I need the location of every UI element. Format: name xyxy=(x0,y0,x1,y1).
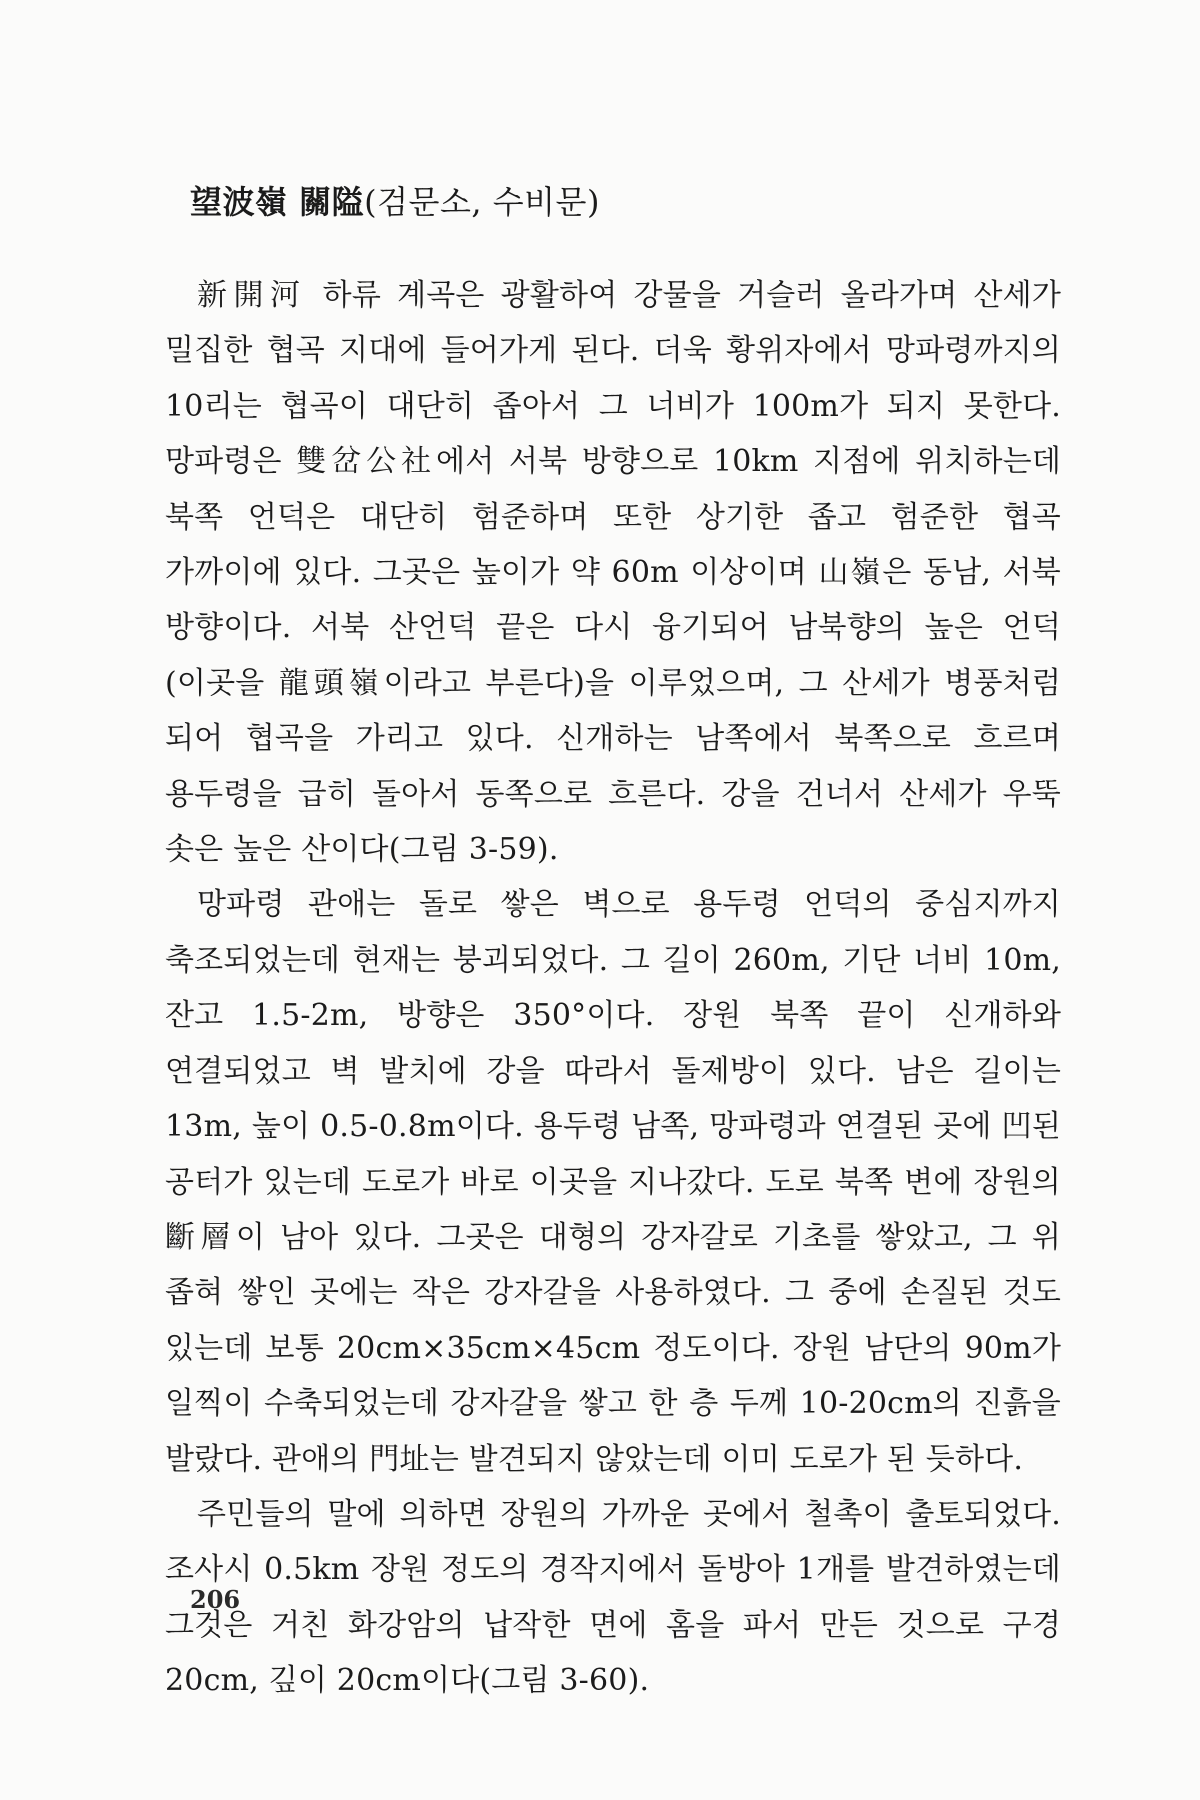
page-number: 206 xyxy=(190,1585,241,1614)
section-heading xyxy=(190,180,600,224)
paragraph-3: 주민들의 말에 의하면 장원의 가까운 곳에서 철촉이 출토되었다. 조사시 0.5km 장원 정도의 경작지에서 돌방아 1개를 발견하였는데 그것은 거친 화강암의 납작한 면에 홈을 파서 만든 것으로 구경 20cm, 깊이 20cm이다(그림 3-60). xyxy=(165,1496,1061,1699)
body-text xyxy=(165,268,1061,1709)
heading-title: 望波嶺 關隘 xyxy=(190,183,365,221)
paragraph-1: 新開河 하류 계곡은 광활하여 강물을 거슬러 올라가며 산세가 밀집한 협곡 지대에 들어가게 된다. 더욱 황위자에서 망파령까지의 10리는 협곡이 대단히 좁아서 그 너비가 100m가 되지 못한다. 망파령은 雙岔公社에서 서북 방향으로 10km 지점에 위치하는데 북쪽 언덕은 대단히 험준하며 또한 상기한 좁고 험준한 협곡 가까이에 있다. 그곳은 높이가 약 60m 이상이며 山嶺은 동남, 서북 방향이다. 서북 산언덕 끝은 다시 융기되어 남북향의 높은 언덕(이곳을 龍頭嶺이라고 부른다)을 이루었으며, 그 산세가 병풍처럼 되어 협곡을 가리고 있다. 신개하는 남쪽에서 북쪽으로 흐르며 용두령을 급히 돌아서 동쪽으로 흐른다. 강을 건너서 산세가 우뚝 솟은 높은 산이다(그림 3-59). xyxy=(165,278,1061,868)
paragraph-2: 망파령 관애는 돌로 쌓은 벽으로 용두령 언덕의 중심지까지 축조되었는데 현재는 붕괴되었다. 그 길이 260m, 기단 너비 10m, 잔고 1.5-2m, 방향은 350°이다. 장원 북쪽 끝이 신개하와 연결되었고 벽 발치에 강을 따라서 돌제방이 있다. 남은 길이는 13m, 높이 0.5-0.8m이다. 용두령 남쪽, 망파령과 연결된 곳에 凹된 공터가 있는데 도로가 바로 이곳을 지나갔다. 도로 북쪽 변에 장원의 斷層이 남아 있다. 그곳은 대형의 강자갈로 기초를 쌓았고, 그 위 좁혀 쌓인 곳에는 작은 강자갈을 사용하였다. 그 중에 손질된 것도 있는데 보통 20cm×35cm×45cm 정도이다. 장원 남단의 90m가 일찍이 수축되었는데 강자갈을 쌓고 한 층 두께 10-20cm의 진흙을 발랐다. 관애의 門址는 발견되지 않았는데 이미 도로가 된 듯하다. xyxy=(165,887,1061,1477)
heading-subtitle: (검문소, 수비문) xyxy=(364,183,600,221)
